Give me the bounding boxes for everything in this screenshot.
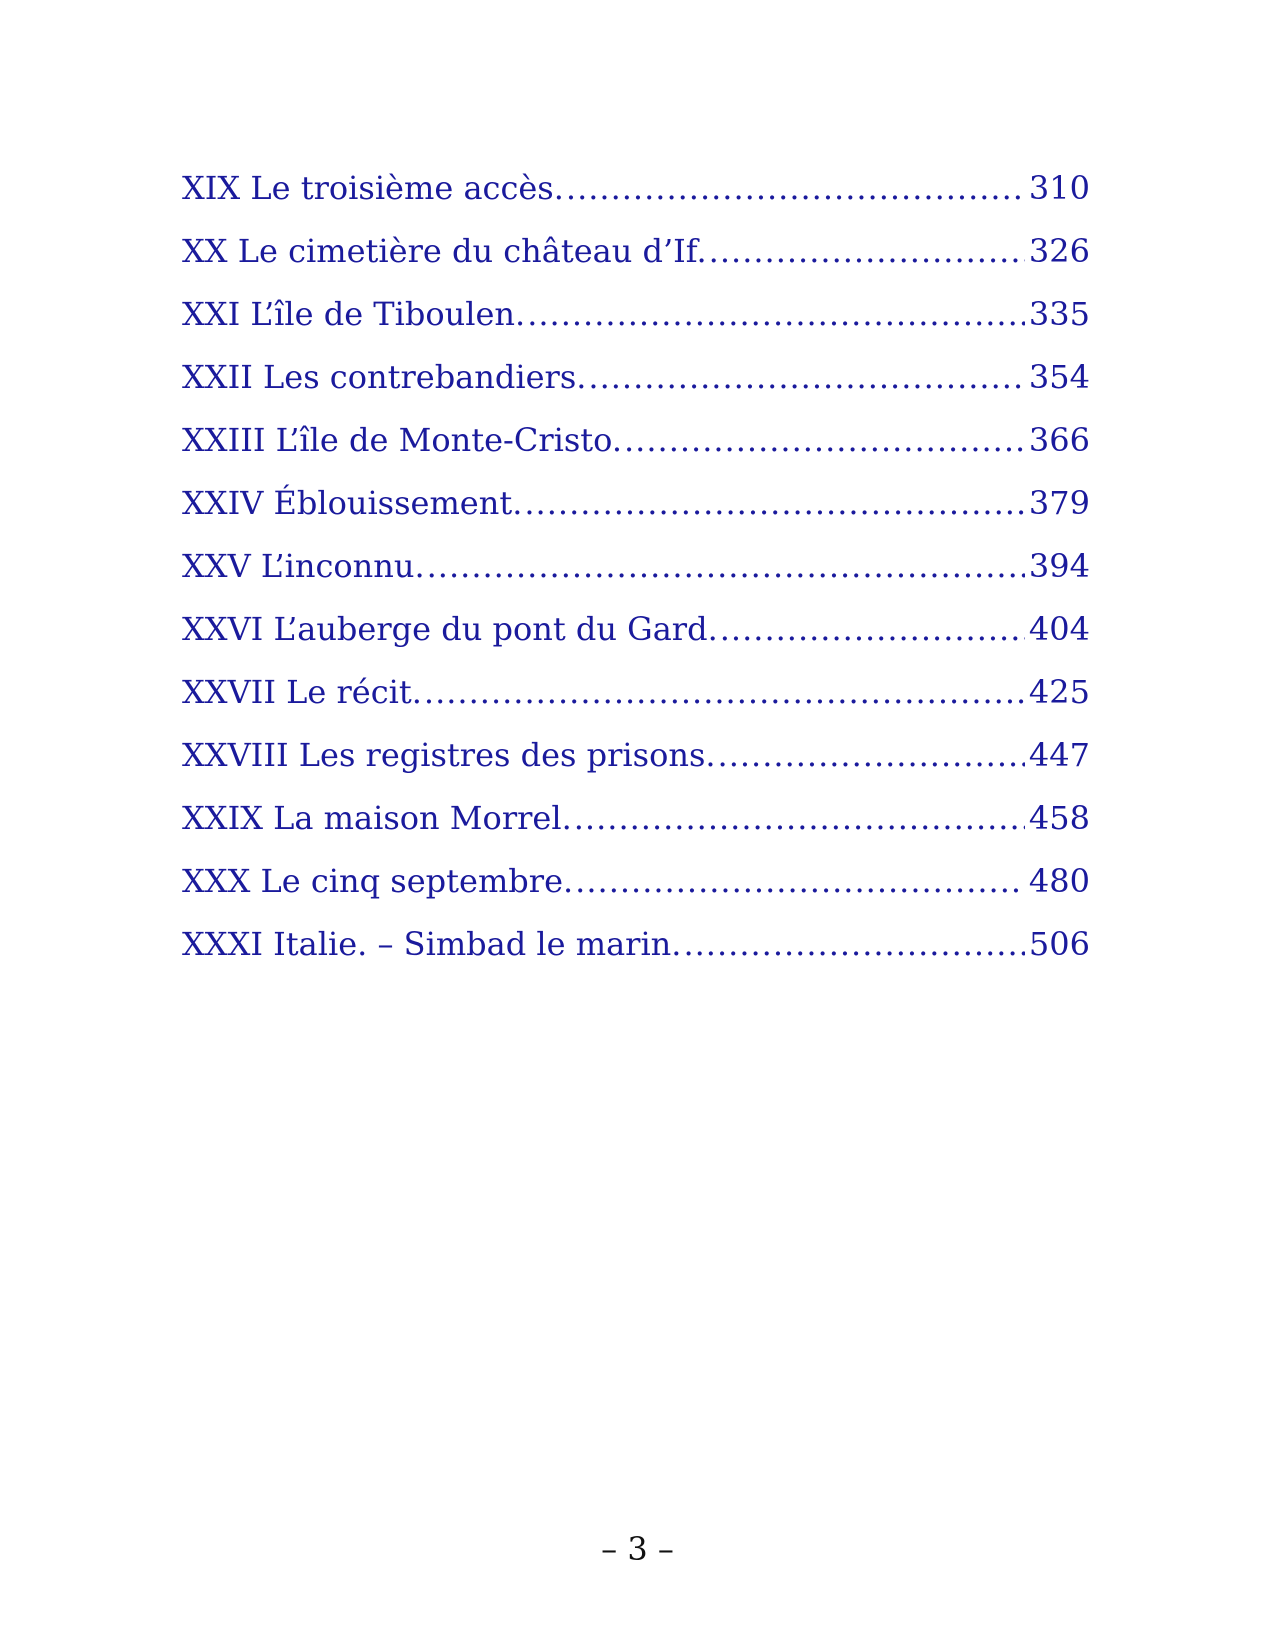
- dot-leader: [709, 231, 1025, 271]
- toc-entry-page: 394: [1028, 547, 1090, 585]
- toc-entry-xxvi[interactable]: [182, 609, 1090, 672]
- toc-entry-xxv[interactable]: [182, 546, 1090, 609]
- dot-leader: [524, 483, 1025, 523]
- toc-entry-xxix[interactable]: [182, 798, 1090, 861]
- toc-entry-xix[interactable]: [182, 168, 1090, 231]
- toc-entry-title: XXIX La maison Morrel.: [182, 799, 572, 837]
- toc-entry-title: XXVI L’auberge du pont du Gard.: [182, 610, 718, 648]
- dot-leader: [424, 672, 1025, 712]
- toc-entry-xxvii[interactable]: [182, 672, 1090, 735]
- dot-leader: [575, 861, 1025, 901]
- toc-entry-page: 366: [1028, 421, 1090, 459]
- dot-leader: [574, 798, 1025, 838]
- toc-entry-title: XIX Le troisième accès.: [182, 169, 564, 207]
- dot-leader: [683, 924, 1024, 964]
- toc-entry-page: 425: [1028, 673, 1090, 711]
- toc-entry-xxiii[interactable]: [182, 420, 1090, 483]
- page-number: – 3 –: [601, 1530, 674, 1568]
- toc-entry-title: XXIII L’île de Monte-Cristo.: [182, 421, 622, 459]
- toc-entry-title: XX Le cimetière du château d’If.: [182, 232, 707, 270]
- toc-entry-title: XXI L’île de Tiboulen.: [182, 295, 526, 333]
- dot-leader: [527, 294, 1025, 334]
- toc-entry-xxxi[interactable]: [182, 924, 1090, 987]
- toc-entry-xxx[interactable]: [182, 861, 1090, 924]
- dot-leader: [588, 357, 1025, 397]
- dot-leader: [720, 609, 1025, 649]
- toc-entry-xxii[interactable]: [182, 357, 1090, 420]
- dot-leader: [566, 168, 1025, 208]
- toc-entry-xxiv[interactable]: [182, 483, 1090, 546]
- dot-leader: [718, 735, 1025, 775]
- toc-entry-page: 480: [1028, 862, 1090, 900]
- toc-entry-page: 354: [1028, 358, 1090, 396]
- dot-leader: [427, 546, 1025, 586]
- toc-entry-title: XXIV Éblouissement.: [182, 484, 523, 522]
- toc-entry-page: 447: [1028, 736, 1090, 774]
- toc-entry-title: XXVIII Les registres des prisons.: [182, 736, 716, 774]
- toc-entry-title: XXII Les contrebandiers.: [182, 358, 587, 396]
- table-of-contents: [182, 168, 1090, 987]
- toc-entry-page: 310: [1028, 169, 1090, 207]
- toc-entry-title: XXX Le cinq septembre.: [182, 862, 574, 900]
- toc-entry-title: XXXI Italie. – Simbad le marin.: [182, 925, 682, 963]
- toc-entry-xx[interactable]: [182, 231, 1090, 294]
- toc-entry-xxviii[interactable]: [182, 735, 1090, 798]
- dot-leader: [624, 420, 1025, 460]
- toc-entry-page: 404: [1028, 610, 1090, 648]
- toc-entry-page: 379: [1028, 484, 1090, 522]
- toc-entry-page: 458: [1028, 799, 1090, 837]
- toc-entry-title: XXVII Le récit.: [182, 673, 422, 711]
- toc-entry-page: 326: [1028, 232, 1090, 270]
- toc-entry-xxi[interactable]: [182, 294, 1090, 357]
- toc-entry-page: 506: [1028, 925, 1090, 963]
- toc-entry-title: XXV L’inconnu.: [182, 547, 425, 585]
- toc-entry-page: 335: [1028, 295, 1090, 333]
